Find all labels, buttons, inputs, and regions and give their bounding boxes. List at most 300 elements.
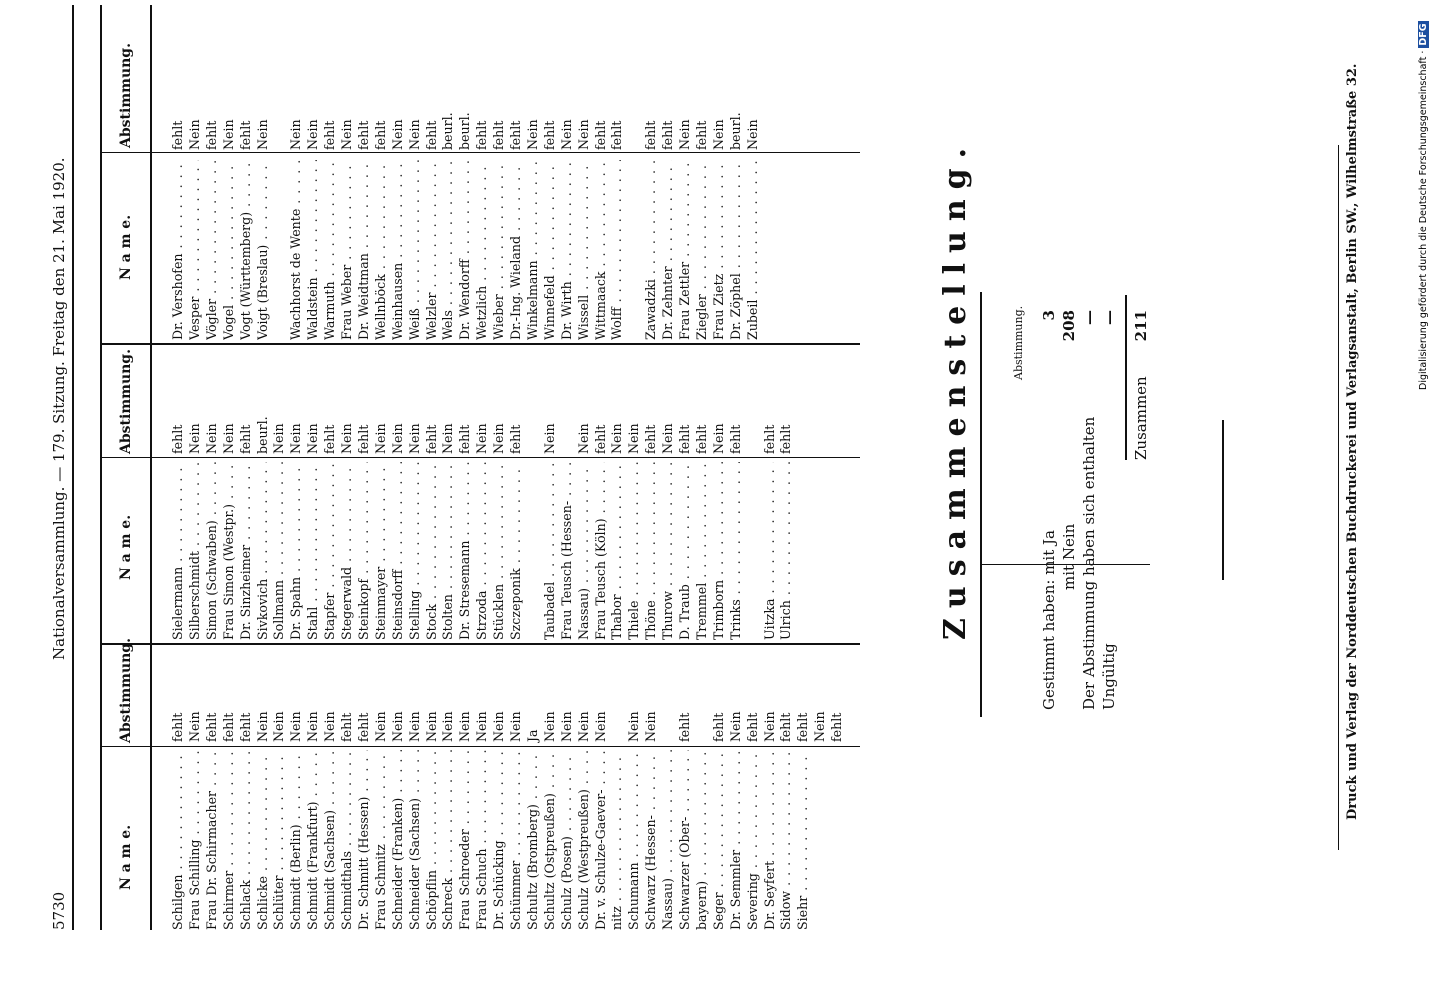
table-row (238, 682, 254, 930)
vote-value: Nein (406, 423, 422, 454)
deputy-name: Waldstein . . . (305, 160, 321, 340)
table-row (457, 682, 473, 930)
vote-value: Nein (220, 119, 236, 150)
header-rule (72, 5, 74, 930)
deputy-name: Schlüter . . . (271, 750, 287, 930)
vote-value: Nein (575, 711, 591, 742)
deputy-name: Schwarzer (Ober- . . . (677, 750, 693, 930)
vote-value: Nein (575, 119, 591, 150)
deputy-name: Schulz (Posen) . . . (559, 750, 575, 930)
deputy-name: Stolten . . . (440, 462, 456, 640)
table-row (643, 682, 659, 930)
vote-value: fehlt (795, 712, 811, 742)
table-row (609, 90, 625, 340)
deputy-name: Vogel . . . (221, 160, 237, 340)
vote-value: fehlt (220, 712, 236, 742)
vote-value: beurl. (254, 416, 270, 454)
summary-label-ja: Gestimmt haben: mit Ja (1040, 530, 1058, 710)
deputy-name: Schmidt (Berlin) . . . (288, 750, 304, 930)
column-3-vote-header: Abstimmung. (118, 43, 134, 148)
summary-value-ungueltig: — (1100, 310, 1118, 325)
table-row (255, 394, 271, 640)
deputy-name: Dr. Wendorff . . . (457, 160, 473, 340)
table-row (778, 682, 794, 930)
table-row (474, 90, 490, 340)
table-row (694, 394, 710, 640)
deputy-name: Schmidt (Sachsen) . . . (322, 750, 338, 930)
vote-value: Nein (761, 711, 777, 742)
deputy-name: Seger . . . (711, 750, 727, 930)
vote-value: fehlt (457, 424, 473, 454)
vote-value: Nein (474, 423, 490, 454)
page-header-title: Nationalversammlung. — 179. Sitzung. Freitag den 21. Mai 1920. (50, 157, 68, 660)
vote-value: Nein (372, 711, 388, 742)
deputy-name: Frau Weber . . . (339, 160, 355, 340)
deputy-name: Szczeponik . . . (508, 462, 524, 640)
summary-value-ja: 3 (1040, 310, 1058, 321)
vote-value: fehlt (643, 120, 659, 150)
table-row (559, 394, 575, 640)
deputy-name: Wellnböck . . . (373, 160, 389, 340)
table-row (576, 682, 592, 930)
table-row (626, 90, 642, 340)
table-row (305, 394, 321, 640)
table-row (559, 682, 575, 930)
table-row (694, 90, 710, 340)
deputy-name: Vesper . . . (187, 160, 203, 340)
table-row (440, 682, 456, 930)
deputy-name: Siehr . . . (795, 750, 811, 930)
vote-value: Nein (524, 119, 540, 150)
vote-value: fehlt (761, 424, 777, 454)
vote-value: fehlt (491, 120, 507, 150)
vote-value: fehlt (778, 424, 794, 454)
table-row (508, 682, 524, 930)
table-row (424, 90, 440, 340)
deputy-name: Silberschmidt . . . (187, 462, 203, 640)
vote-value: fehlt (372, 120, 388, 150)
table-row (271, 682, 287, 930)
table-row (643, 90, 659, 340)
table-row (525, 90, 541, 340)
table-row (728, 682, 744, 930)
table-row (322, 90, 338, 340)
deputy-name: Frau Dr. Schirmacher . . . (204, 750, 220, 930)
summary-col-header: Abstimmung. (1012, 305, 1025, 380)
table-row (322, 682, 338, 930)
deputy-name: Stücklen . . . (491, 462, 507, 640)
deputy-name: Dr. Semmler . . . (728, 750, 744, 930)
table-row (694, 682, 710, 930)
vote-value: fehlt (592, 120, 608, 150)
vote-value: Nein (203, 423, 219, 454)
deputy-name: Dr. Sinzheimer . . . (238, 462, 254, 640)
vote-value: fehlt (339, 712, 354, 742)
vote-value: Nein (423, 711, 439, 742)
digitization-note (1418, 21, 1429, 390)
table-row (609, 682, 625, 930)
table-row (457, 394, 473, 640)
deputy-name: Sivkovich . . . (255, 462, 271, 640)
vote-value: Nein (474, 711, 490, 742)
vote-value: fehlt (203, 712, 219, 742)
deputy-name: Frau Teusch (Köln) . . . (593, 462, 609, 640)
vote-value: fehlt (508, 424, 523, 454)
vote-value: fehlt (508, 120, 523, 150)
deputy-name: bayern) . . . (694, 750, 710, 930)
deputy-name: Vögler . . . (204, 160, 220, 340)
table-row (626, 394, 642, 640)
deputy-name: Frau Schilling . . . (187, 750, 203, 930)
deputy-name: Dr. Zöphel . . . (728, 160, 744, 340)
table-row (762, 394, 778, 640)
table-row (271, 90, 287, 340)
dfg-logo-badge: DFG (1418, 23, 1429, 46)
deputy-name: Schultz (Ostpreußen) . . . (542, 750, 558, 930)
table-row (424, 682, 440, 930)
table-row (221, 682, 237, 930)
deputy-name: Dr. Stresemann . . . (457, 462, 473, 640)
column-1-name-header: N a m e. (118, 824, 134, 890)
table-row (238, 394, 254, 640)
deputy-name: Frau Zietz . . . (711, 160, 727, 340)
table-row (373, 90, 389, 340)
summary-title: Zusammenstellung. (938, 137, 973, 640)
vote-value: Nein (710, 119, 726, 150)
column-2-vote-header: Abstimmung. (118, 349, 134, 454)
deputy-name: Schultz (Bromberg) . . . (525, 750, 541, 930)
deputy-name: Sollmann . . . (271, 462, 287, 640)
table-row (440, 394, 456, 640)
table-row (711, 394, 727, 640)
deputy-name: Vogt (Württemberg) . . . (238, 160, 254, 340)
deputy-name: Schlack . . . (238, 750, 254, 930)
summary-total-value: 211 (1132, 310, 1150, 342)
table-row (204, 682, 220, 930)
deputy-name: Dr. Vershofen . . . (170, 160, 186, 340)
table-row (677, 394, 693, 640)
table-row (339, 682, 355, 930)
table-row (626, 682, 642, 930)
vote-value: fehlt (170, 712, 185, 742)
deputy-name: Trinks . . . (728, 462, 744, 640)
deputy-name: Dr. Wirth . . . (559, 160, 575, 340)
vote-value: fehlt (727, 424, 743, 454)
table-row (508, 90, 524, 340)
vote-value: Nein (406, 711, 422, 742)
summary-label-ungueltig: Ungültig (1100, 643, 1118, 710)
table-row (542, 394, 558, 640)
table-row (660, 90, 676, 340)
vote-value: fehlt (778, 712, 794, 742)
summary-value-nein: 208 (1060, 310, 1078, 342)
table-row (187, 682, 203, 930)
table-row (356, 682, 372, 930)
deputy-name: Severing . . . (745, 750, 761, 930)
vote-value: Nein (491, 423, 507, 454)
vote-value: fehlt (643, 424, 659, 454)
summary-total-label: Zusammen (1132, 376, 1150, 460)
column-divider-1 (100, 644, 860, 646)
vote-value: Nein (710, 423, 726, 454)
deputy-name: Weinhausen . . . (390, 160, 406, 340)
table-row (559, 90, 575, 340)
table-row (170, 682, 186, 930)
vote-value: Nein (744, 119, 760, 150)
vote-value: Nein (575, 423, 591, 454)
vote-value: Nein (541, 711, 557, 742)
deputy-name: Dr. Weidtman . . . (356, 160, 372, 340)
table-row (356, 394, 372, 640)
vote-value: Nein (643, 711, 659, 742)
deputy-name: Stegerwald . . . (339, 462, 355, 640)
vote-value: Nein (288, 711, 304, 742)
vote-value: Nein (541, 423, 557, 454)
vote-value: Nein (288, 423, 304, 454)
deputy-name: Sidow . . . (778, 750, 794, 930)
deputy-name: Winnefeld . . . (542, 160, 558, 340)
vote-value: Nein (186, 423, 202, 454)
vote-value: fehlt (203, 120, 219, 150)
vote-value: fehlt (474, 120, 490, 150)
deputy-name: Nassau) . . . (660, 750, 676, 930)
table-row (829, 682, 845, 930)
deputy-name: Steinsdorff . . . (390, 462, 406, 640)
vote-value: Nein (254, 119, 270, 150)
deputy-name: Wittmaack . . . (593, 160, 609, 340)
table-top-rule (100, 5, 102, 930)
vote-value: Nein (186, 711, 202, 742)
table-row (255, 90, 271, 340)
table-row (407, 394, 423, 640)
summary-value-enthalten: — (1080, 310, 1098, 325)
table-row (390, 394, 406, 640)
vote-value: fehlt (237, 712, 253, 742)
vote-value: fehlt (609, 120, 625, 150)
table-row (322, 394, 338, 640)
table-row (711, 90, 727, 340)
table-row (542, 90, 558, 340)
table-row (221, 90, 237, 340)
deputy-name: Trimborn . . . (711, 462, 727, 640)
table-row (491, 394, 507, 640)
vote-value: Nein (305, 423, 321, 454)
deputy-name: Zawadzki . . . (643, 160, 659, 340)
deputy-name: Thiele . . . (626, 462, 642, 640)
table-row (745, 682, 761, 930)
table-row (474, 682, 490, 930)
table-row (390, 682, 406, 930)
deputy-name: Schreck . . . (440, 750, 456, 930)
column-divider-2 (100, 344, 860, 346)
vote-value: fehlt (355, 120, 371, 150)
vote-value: fehlt (693, 424, 709, 454)
vote-value: Nein (508, 711, 523, 742)
deputy-name: Thabor . . . (609, 462, 625, 640)
vote-value: Nein (271, 711, 287, 742)
deputy-name: Schöpflin . . . (424, 750, 440, 930)
deputy-name: Dr. Seyfert . . . (762, 750, 778, 930)
vote-value: Nein (677, 119, 692, 150)
deputy-name: Steinkopf . . . (356, 462, 372, 640)
deputy-name: nitz . . . (609, 750, 625, 930)
deputy-name: Schneider (Sachsen) . . . (407, 750, 423, 930)
table-row (508, 394, 524, 640)
deputy-name: Frau Zettler . . . (677, 160, 693, 340)
imprint-footer: Druck und Verlag der Norddeutschen Buchdruckerei und Verlagsanstalt, Berlin SW., Wilhelmstraße 32. (1345, 63, 1360, 820)
vote-value: fehlt (677, 424, 692, 454)
table-row (762, 682, 778, 930)
vote-value: Nein (660, 423, 676, 454)
table-row (170, 90, 186, 340)
deputy-name: Schlicke . . . (255, 750, 271, 930)
deputy-name: Schneider (Franken) . . . (390, 750, 406, 930)
deputy-name: Wetzlich . . . (474, 160, 490, 340)
table-row (457, 90, 473, 340)
table-row (711, 682, 727, 930)
vote-value: beurl. (727, 112, 743, 150)
vote-value: Nein (440, 423, 456, 454)
summary-total-rule (1125, 295, 1127, 460)
vote-value: Nein (626, 423, 642, 454)
table-row (576, 90, 592, 340)
table-row (356, 90, 372, 340)
vote-value: Nein (592, 711, 608, 742)
deputy-name: Sielermann . . . (170, 462, 186, 640)
vote-value: fehlt (237, 424, 253, 454)
table-row (440, 90, 456, 340)
vote-value: Nein (457, 711, 473, 742)
table-row (609, 394, 625, 640)
table-row (491, 90, 507, 340)
deputy-name: Schulz (Westpreußen) . . . (576, 750, 592, 930)
vote-value: fehlt (693, 120, 709, 150)
summary-label-nein: mit Nein (1060, 523, 1078, 590)
table-row (187, 90, 203, 340)
vote-value: Nein (491, 711, 507, 742)
vote-value: Nein (440, 711, 456, 742)
deputy-name: Frau Teusch (Hessen- . . . (559, 462, 575, 640)
deputy-name: Dr. Schücking . . . (491, 750, 507, 930)
deputy-name: Wieber . . . (491, 160, 507, 340)
vote-value: beurl. (457, 112, 473, 150)
summary-top-rule (980, 292, 982, 717)
table-row (525, 682, 541, 930)
deputy-name: Frau Simon (Westpr.) . . . (221, 462, 237, 640)
table-row (745, 394, 761, 640)
vote-value: fehlt (355, 424, 371, 454)
table-row (677, 90, 693, 340)
vote-value: fehlt (322, 424, 338, 454)
table-row (778, 394, 794, 640)
deputy-name: Dr. v. Schulze-Gaever- . . . (593, 750, 609, 930)
vote-value: Nein (389, 423, 405, 454)
table-row (288, 682, 304, 930)
table-row (339, 90, 355, 340)
table-row (643, 394, 659, 640)
deputy-name: Wissell . . . (576, 160, 592, 340)
vote-value: fehlt (541, 120, 557, 150)
table-row (407, 90, 423, 340)
vote-value: fehlt (237, 120, 253, 150)
table-row (593, 682, 609, 930)
table-header-rule (150, 5, 152, 930)
deputy-name: Tremmel . . . (694, 462, 710, 640)
vote-value: Nein (339, 423, 354, 454)
deputy-name: Wachhorst de Wente . . . (288, 160, 304, 340)
table-row (238, 90, 254, 340)
deputy-name: Ziegler . . . (694, 160, 710, 340)
vote-value: Nein (812, 711, 828, 742)
deputy-name: Taubadel . . . (542, 462, 558, 640)
deputy-name: Stahl . . . (305, 462, 321, 640)
table-row (255, 682, 271, 930)
deputy-name: Ulrich . . . (778, 462, 794, 640)
deputy-name: Schmidt (Frankfurt) . . . (305, 750, 321, 930)
deputy-name: D. Traub . . . (677, 462, 693, 640)
footer-rule (1338, 145, 1339, 850)
deputy-name: Nassau) . . . (576, 462, 592, 640)
deputy-name: Schirmer . . . (221, 750, 237, 930)
vote-value: Nein (389, 711, 405, 742)
deputy-name: Welzler . . . (424, 160, 440, 340)
vote-value: Nein (372, 423, 388, 454)
vote-value: Nein (305, 119, 321, 150)
deputy-name: Dr. Zehnter . . . (660, 160, 676, 340)
vote-value: Nein (254, 711, 270, 742)
vote-value: Nein (186, 119, 202, 150)
table-row (576, 394, 592, 640)
table-row (221, 394, 237, 640)
vote-value: fehlt (660, 120, 676, 150)
table-row (491, 682, 507, 930)
table-row (593, 394, 609, 640)
deputy-name: Steinmayer . . . (373, 462, 389, 640)
table-row (474, 394, 490, 640)
deputy-name: Winkelmann . . . (525, 160, 541, 340)
vote-value: Nein (406, 119, 422, 150)
table-row (390, 90, 406, 340)
page-number: 5730 (50, 891, 68, 930)
vote-value: fehlt (592, 424, 608, 454)
deputy-name: Weiß . . . (407, 160, 423, 340)
vote-value: Nein (558, 711, 574, 742)
vote-value: fehlt (355, 712, 371, 742)
vote-value: fehlt (170, 120, 185, 150)
table-row (305, 682, 321, 930)
vote-value: Nein (558, 119, 574, 150)
deputy-name: Schmidthals . . . (339, 750, 355, 930)
vote-value: Nein (389, 119, 405, 150)
vote-value: fehlt (423, 424, 439, 454)
deputy-name: Schumann . . . (626, 750, 642, 930)
deputy-name: Dr. Schmitt (Hessen) . . . (356, 750, 372, 930)
deputy-name: Frau Schroeder . . . (457, 750, 473, 930)
vote-value: fehlt (322, 120, 338, 150)
deputy-name: Stapfer . . . (322, 462, 338, 640)
table-row (339, 394, 355, 640)
column-3-name-header: N a m e. (118, 214, 134, 280)
deputy-name: Thurow . . . (660, 462, 676, 640)
deputy-name: Thöne . . . (643, 462, 659, 640)
table-row (271, 394, 287, 640)
deputy-name: Dr. Spahn . . . (288, 462, 304, 640)
table-row (795, 682, 811, 930)
table-row (593, 90, 609, 340)
vote-value: Nein (626, 711, 642, 742)
deputy-name: Wolff . . . (609, 160, 625, 340)
table-row (288, 394, 304, 640)
